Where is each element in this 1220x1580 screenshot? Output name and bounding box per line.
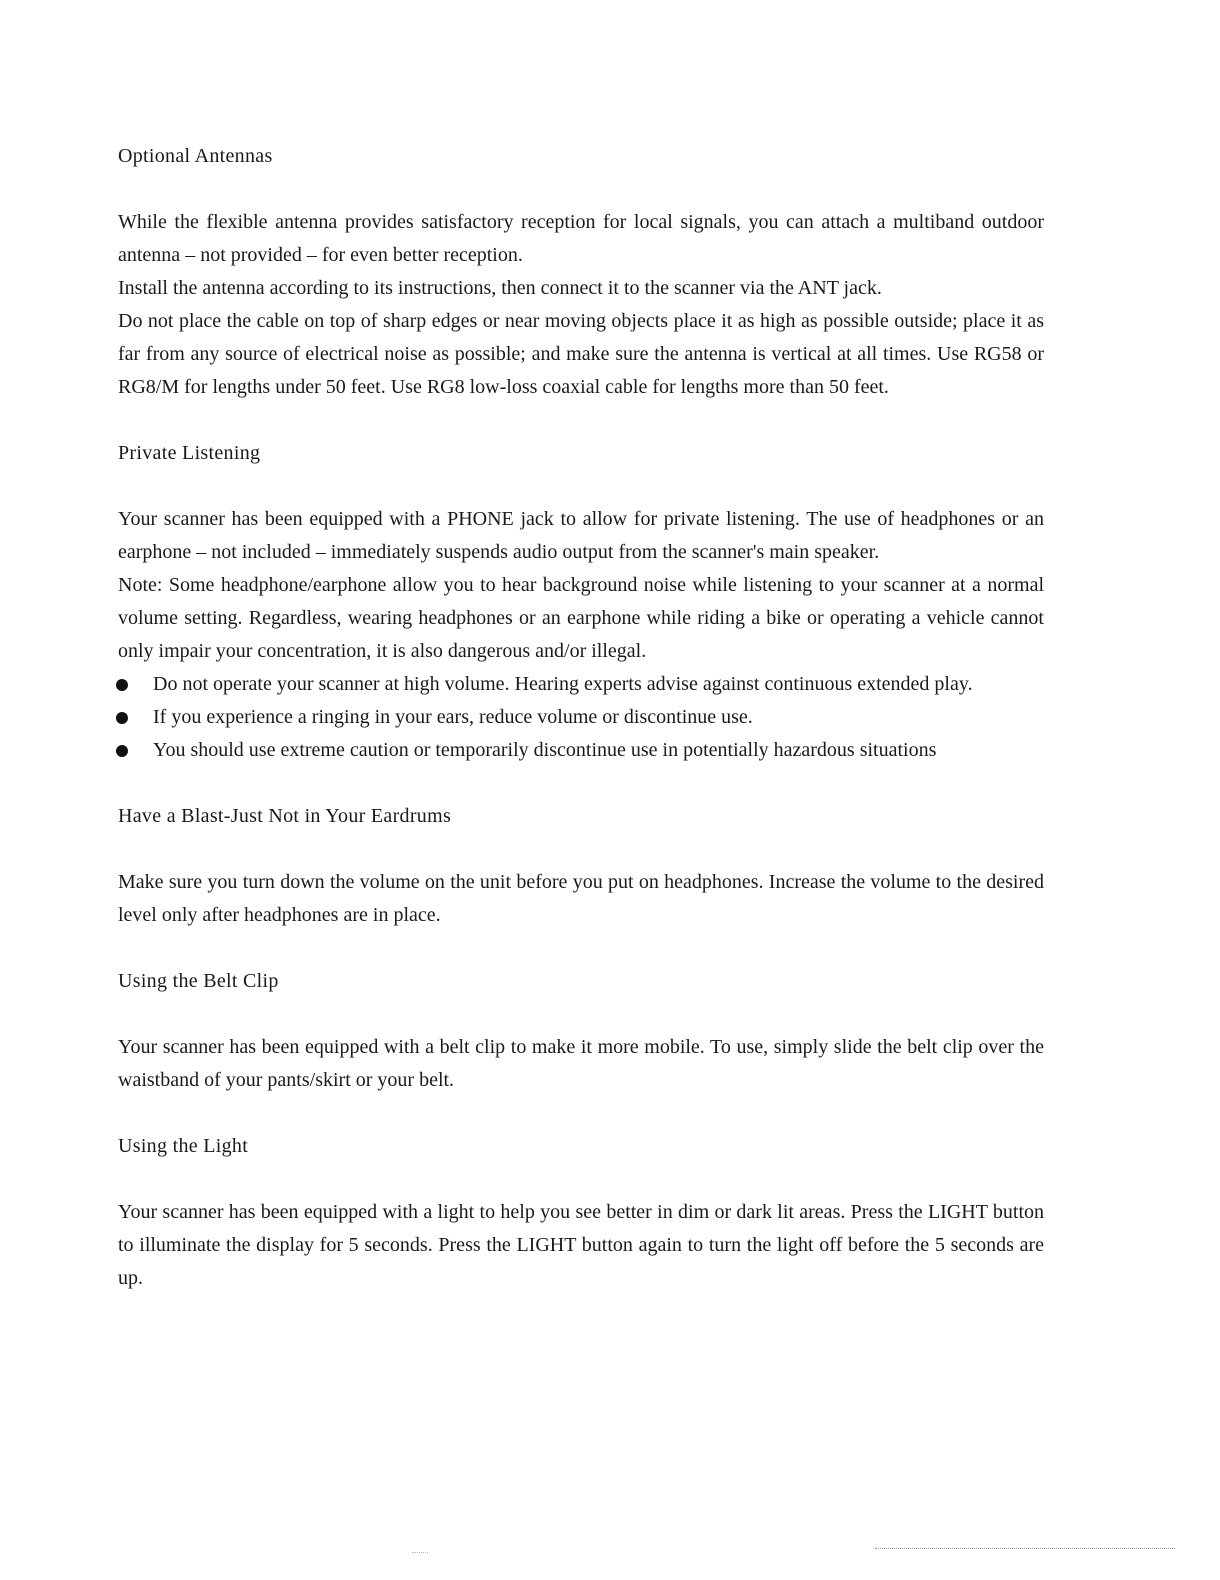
antennas-paragraph-3: Do not place the cable on top of sharp edges or near moving objects place it as high as possible outside; place it as far from any source of electrical noise as possible; and make sure the antenna is vertical at all times. Use RG58 or RG8/M for lengths under 50 feet. Use RG8 low-loss coaxial cable for lengths more than 50 feet.	[118, 310, 1044, 398]
spacer	[118, 404, 1044, 437]
spacer	[118, 1163, 1044, 1196]
spacer	[118, 998, 1044, 1031]
bullet-text: If you experience a ringing in your ears, reduce volume or discontinue use.	[153, 706, 753, 728]
list-item	[118, 734, 1044, 767]
spacer	[118, 173, 1044, 206]
antennas-paragraph-1: While the flexible antenna provides satisfactory reception for local signals, you can attach a multiband outdoor antenna – not provided – for even better reception.	[118, 211, 1044, 266]
bullet-icon	[116, 679, 128, 691]
scan-artifact	[875, 1548, 1175, 1551]
section-heading-private-listening: Private Listening	[118, 442, 261, 464]
private-listening-note: Note: Some headphone/earphone allow you to hear background noise while listening to your scanner at a normal volume setting. Regardless, wearing headphones or an earphone while riding a bike or operating a vehicle cannot only impair your concentration, it is also dangerous and/or illegal.	[118, 574, 1044, 662]
belt-clip-paragraph: Your scanner has been equipped with a belt clip to make it more mobile. To use, simply slide the belt clip over the waistband of your pants/skirt or your belt.	[118, 1036, 1044, 1091]
safety-bullet-list	[118, 668, 1044, 767]
spacer	[118, 470, 1044, 503]
bullet-text: Do not operate your scanner at high volume. Hearing experts advise against continuous extended play.	[153, 673, 973, 695]
light-paragraph: Your scanner has been equipped with a light to help you see better in dim or dark lit areas. Press the LIGHT button to illuminate the display for 5 seconds. Press the LIGHT button again to turn the light off before the 5 seconds are up.	[118, 1201, 1044, 1289]
blast-paragraph: Make sure you turn down the volume on the unit before you put on headphones. Increase the volume to the desired level only after headphones are in place.	[118, 871, 1044, 926]
bullet-text: You should use extreme caution or temporarily discontinue use in potentially hazardous situations	[153, 739, 937, 761]
spacer	[118, 932, 1044, 965]
spacer	[118, 767, 1044, 800]
document-page	[118, 140, 1044, 1295]
private-listening-paragraph-1: Your scanner has been equipped with a PHONE jack to allow for private listening. The use of headphones or an earphone – not included – immediately suspends audio output from the scanner's main speaker.	[118, 508, 1044, 563]
section-heading-using-the-light: Using the Light	[118, 1135, 249, 1157]
list-item	[118, 668, 1044, 701]
list-item	[118, 701, 1044, 734]
bullet-icon	[116, 712, 128, 724]
antennas-paragraph-2: Install the antenna according to its instructions, then connect it to the scanner via the ANT jack.	[118, 277, 882, 299]
scan-artifact	[412, 1552, 428, 1554]
spacer	[118, 833, 1044, 866]
spacer	[118, 1097, 1044, 1130]
section-heading-have-a-blast: Have a Blast-Just Not in Your Eardrums	[118, 805, 452, 827]
bullet-icon	[116, 745, 128, 757]
section-heading-belt-clip: Using the Belt Clip	[118, 970, 279, 992]
section-heading-optional-antennas: Optional Antennas	[118, 145, 273, 167]
